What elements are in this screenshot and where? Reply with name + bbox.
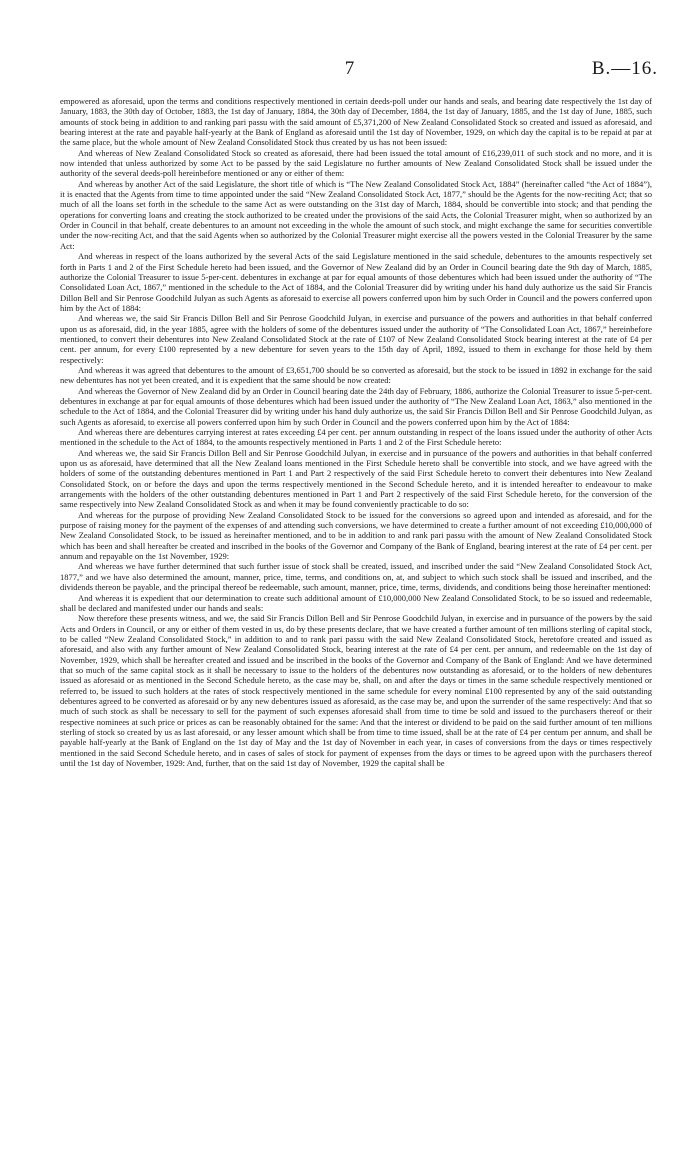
body-text xyxy=(60,96,652,768)
paragraph: And whereas by another Act of the said Legislature, the short title of which is “The New Zealand Consolidated Stock Act, 1884” (hereinafter called “the Act of 1884”), it is enacted that the Agents from time to time appointed under the said “New Zealand Consolidated Stock Act, 1877,” should be the Agents for the now-reciting Act; that so much of all the loans set forth in the schedule to the same Act as were outstanding on the 31st day of March, 1884, should be convertible into stock; and that pending the operations for converting loans and creating the stock authorized to be created under the provisions of the said Acts, the Colonial Treasurer might, when so authorized by an Order in Council in that behalf, create debentures to an amount not exceeding in the whole the amount of such stock, and might exchange the same for securities convertible under the now-reciting Act, and that the said Agents when so authorized by the Colonial Treasurer might exercise all the powers vested in the Colonial Treasurer by the same Act: xyxy=(60,178,652,251)
page-number: 7 xyxy=(344,58,356,79)
paragraph: And whereas we have further determined that such further issue of stock shall be created, issued, and inscribed under the said “New Zealand Consolidated Stock Act, 1877,” and we have also determined the amount, manner, price, time, terms, and conditions on, at, and subject to which such stock shall be issued and inscribed, and the dividends thereon be payable, and the principal thereof be redeemable, such amount, manner, price, time, terms, dividends, and conditions being those hereinafter mentioned: xyxy=(60,561,652,593)
paragraph: And whereas for the purpose of providing New Zealand Consolidated Stock to be issued for the conversions so agreed upon and intended as aforesaid, and for the purpose of raising money for the payment of the expenses of and attending such conversions, we have determined to create a further amount of not exceeding £10,000,000 of New Zealand Consolidated Stock, to be issued as hereinafter mentioned, and to be in addition to and rank pari passu with the amount of New Zealand Consolidated Stock which has been and shall hereafter be created and inscribed in the books of the Governor and Company of the Bank of England, bearing interest at the rate of £4 per cent. per annum and repayable on the 1st November, 1929: xyxy=(60,509,652,562)
paragraph: And whereas we, the said Sir Francis Dillon Bell and Sir Penrose Goodchild Julyan, in exercise and pursuance of the powers and authorities in that behalf conferred upon us as aforesaid, did, in the year 1885, agree with the holders of some of the debentures issued under the authority of “The Consolidated Loan Act, 1867,” hereinbefore mentioned, to convert their debentures into New Zealand Consolidated Stock at the rate of £107 of New Zealand Consolidated Stock bearing interest at the rate of £4 per cent. per annum, for every £100 represented by a new debenture for seven years to the 15th day of April, 1892, issued to them in exchange for those held by them respectively: xyxy=(60,313,652,365)
paragraph: And whereas of New Zealand Consolidated Stock so created as aforesaid, there had been issued the total amount of £16,239,011 of such stock and no more, and it is now intended that unless authorized by some Act to be passed by the said Legislature no further amounts of New Zealand Consolidated Stock shall be issued under the authority of the several deeds-poll hereinbefore mentioned or any or either of them: xyxy=(60,147,652,179)
paragraph: And whereas we, the said Sir Francis Dillon Bell and Sir Penrose Goodchild Julyan, in exercise and in pursuance of the powers and authorities in that behalf conferred upon us as aforesaid, have determined that all the New Zealand loans mentioned in the First Schedule hereto shall be convertible into stock, and we have agreed with the holders of some of the outstanding debentures mentioned in Part 1 and Part 2 respectively of the said First Schedule hereto to convert their debentures into New Zealand Consolidated Stock, on or before the days and upon the terms respectively mentioned in the Second Schedule hereto, and it is intended hereafter to endeavour to make arrangements with the holders of the other outstanding debentures mentioned in Part 1 and Part 2 respectively of the said First Schedule hereto, for the conversion of the same respectively into New Zealand Consolidated Stock as and when it may be found conveniently practicable to do so: xyxy=(60,447,652,510)
paragraph-continuation: empowered as aforesaid, upon the terms and conditions respectively mentioned in certain deeds-poll under our hands and seals, and bearing date respectively the 1st day of January, 1883, the 30th day of October, 1883, the 1st day of January, 1884, the 30th day of December, 1884, the 1st day of January, 1885, and the 1st day of June, 1885, such amounts of stock being in addition to and ranking pari passu with the said amount of £5,371,200 of New Zealand Consolidated Stock so created and issued as aforesaid, and bearing interest at the rate and payable half-yearly at the Bank of England as aforesaid until the 1st day of November, 1929, on which day the capital is to be repaid at par at the same place, but the whole amount of New Zealand Consolidated Stock thus created by us has not been issued: xyxy=(60,96,652,148)
paragraph: And whereas it is expedient that our determination to create such additional amount of £10,000,000 New Zealand Consolidated Stock, to be so issued and redeemable, shall be declared and manifested under our hands and seals: xyxy=(60,592,652,613)
paragraph: And whereas the Governor of New Zealand did by an Order in Council bearing date the 24th day of February, 1886, authorize the Colonial Treasurer to issue 5-per-cent. debentures in exchange at par for equal amounts of those debentures which had been issued under the authority of “The New Zealand Loan Act, 1863,” also mentioned in the schedule to the Act of 1884, and the Colonial Treasurer did by writing under his hand duly authorize us, the said Sir Francis Dillon Bell and Sir Penrose Goodchild Julyan, as such Agents as aforesaid, to exercise all powers conferred upon him by such Order in Council and the powers conferred upon him by the Act of 1884: xyxy=(60,385,652,427)
paragraph: And whereas there are debentures carrying interest at rates exceeding £4 per cent. per annum outstanding in respect of the loans issued under the authority of other Acts mentioned in the schedule to the Act of 1884, to the amounts respectively mentioned in Parts 1 and 2 of the First Schedule hereto: xyxy=(60,427,652,448)
paragraph: And whereas in respect of the loans authorized by the several Acts of the said Legislature mentioned in the said schedule, debentures to the amounts respectively set forth in Parts 1 and 2 of the First Schedule hereto had been issued, and the Governor of New Zealand did by an Order in Council bearing date the 9th day of March, 1885, authorize the Colonial Treasurer to issue 5-per-cent. debentures in exchange at par for equal amounts of those debentures which had been issued under the authority of “The Consolidated Loan Act, 1867,” mentioned in the schedule to the Act of 1884, and the Colonial Treasurer did by writing under his hand duly authorize us the said Sir Francis Dillon Bell and Sir Penrose Goodchild Julyan as such Agents as aforesaid to exercise all powers conferred upon him by such Order in Council and the powers conferred upon him by the Act of 1884: xyxy=(60,251,652,313)
paragraph: Now therefore these presents witness, and we, the said Sir Francis Dillon Bell and Sir Penrose Goodchild Julyan, in exercise and in pursuance of the powers by the said Acts and Orders in Council, or any or either of them vested in us, do by these presents declare, that we have created a further amount of ten millions sterling of capital stock, to be called “New Zealand Consolidated Stock,” in addition to and to rank pari passu with the said New Zealand Consolidated Stock, heretofore created and issued as aforesaid, and also with any further amount of New Zealand Consolidated Stock, bearing interest at the rate of £4 per cent. per annum, and redeemable on the 1st day of November, 1929, which shall be hereafter created and issued and be inscribed in the books of the Governor and Company of the Bank of England: And we have determined that so much of the same capital stock as it shall be necessary to issue to the holders of the debentures now outstanding as aforesaid, or to the holders of new debentures issued as aforesaid or as mentioned in the Second Schedule hereto, as the case may be, shall, on and after the days or times in the same schedule respectively mentioned or referred to, be issued to such holders at the rates of stock respectively mentioned in the same schedule for every nominal £100 represented by any of the said outstanding debentures agreed to be converted as aforesaid or by any new debentures issued as aforesaid, as the case may be, and upon the surrender of the same respectively: And that so much of such stock as shall be necessary to sell for the payment of such expenses aforesaid shall from time to time be sold and issued to the purchasers thereof or their respective nominees at such price or prices as can be reasonably obtained for the same: And that the interest or dividend to be paid on the said further amount of ten millions sterling of stock so created by us as last aforesaid, or any lesser amount which shall be from time to time issued, shall be at the rate of £4 per centum per annum, and shall be payable half-yearly at the Bank of England on the 1st day of May and the 1st day of November in each year, in cases of conversions from the days or times respectively mentioned in the said Second Schedule hereto, and in cases of sales of stock for payment of expenses from the days or times to be agreed upon with the purchasers thereof until the 1st day of November, 1929: And, further, that on the said 1st day of November, 1929 the capital shall be xyxy=(60,613,652,768)
document-reference: B.—16. xyxy=(591,58,658,79)
paragraph: And whereas it was agreed that debentures to the amount of £3,651,700 should be so converted as aforesaid, but the stock to be issued in 1892 in exchange for the said new debentures has not yet been created, and it is expedient that the same should be now created: xyxy=(60,364,652,386)
